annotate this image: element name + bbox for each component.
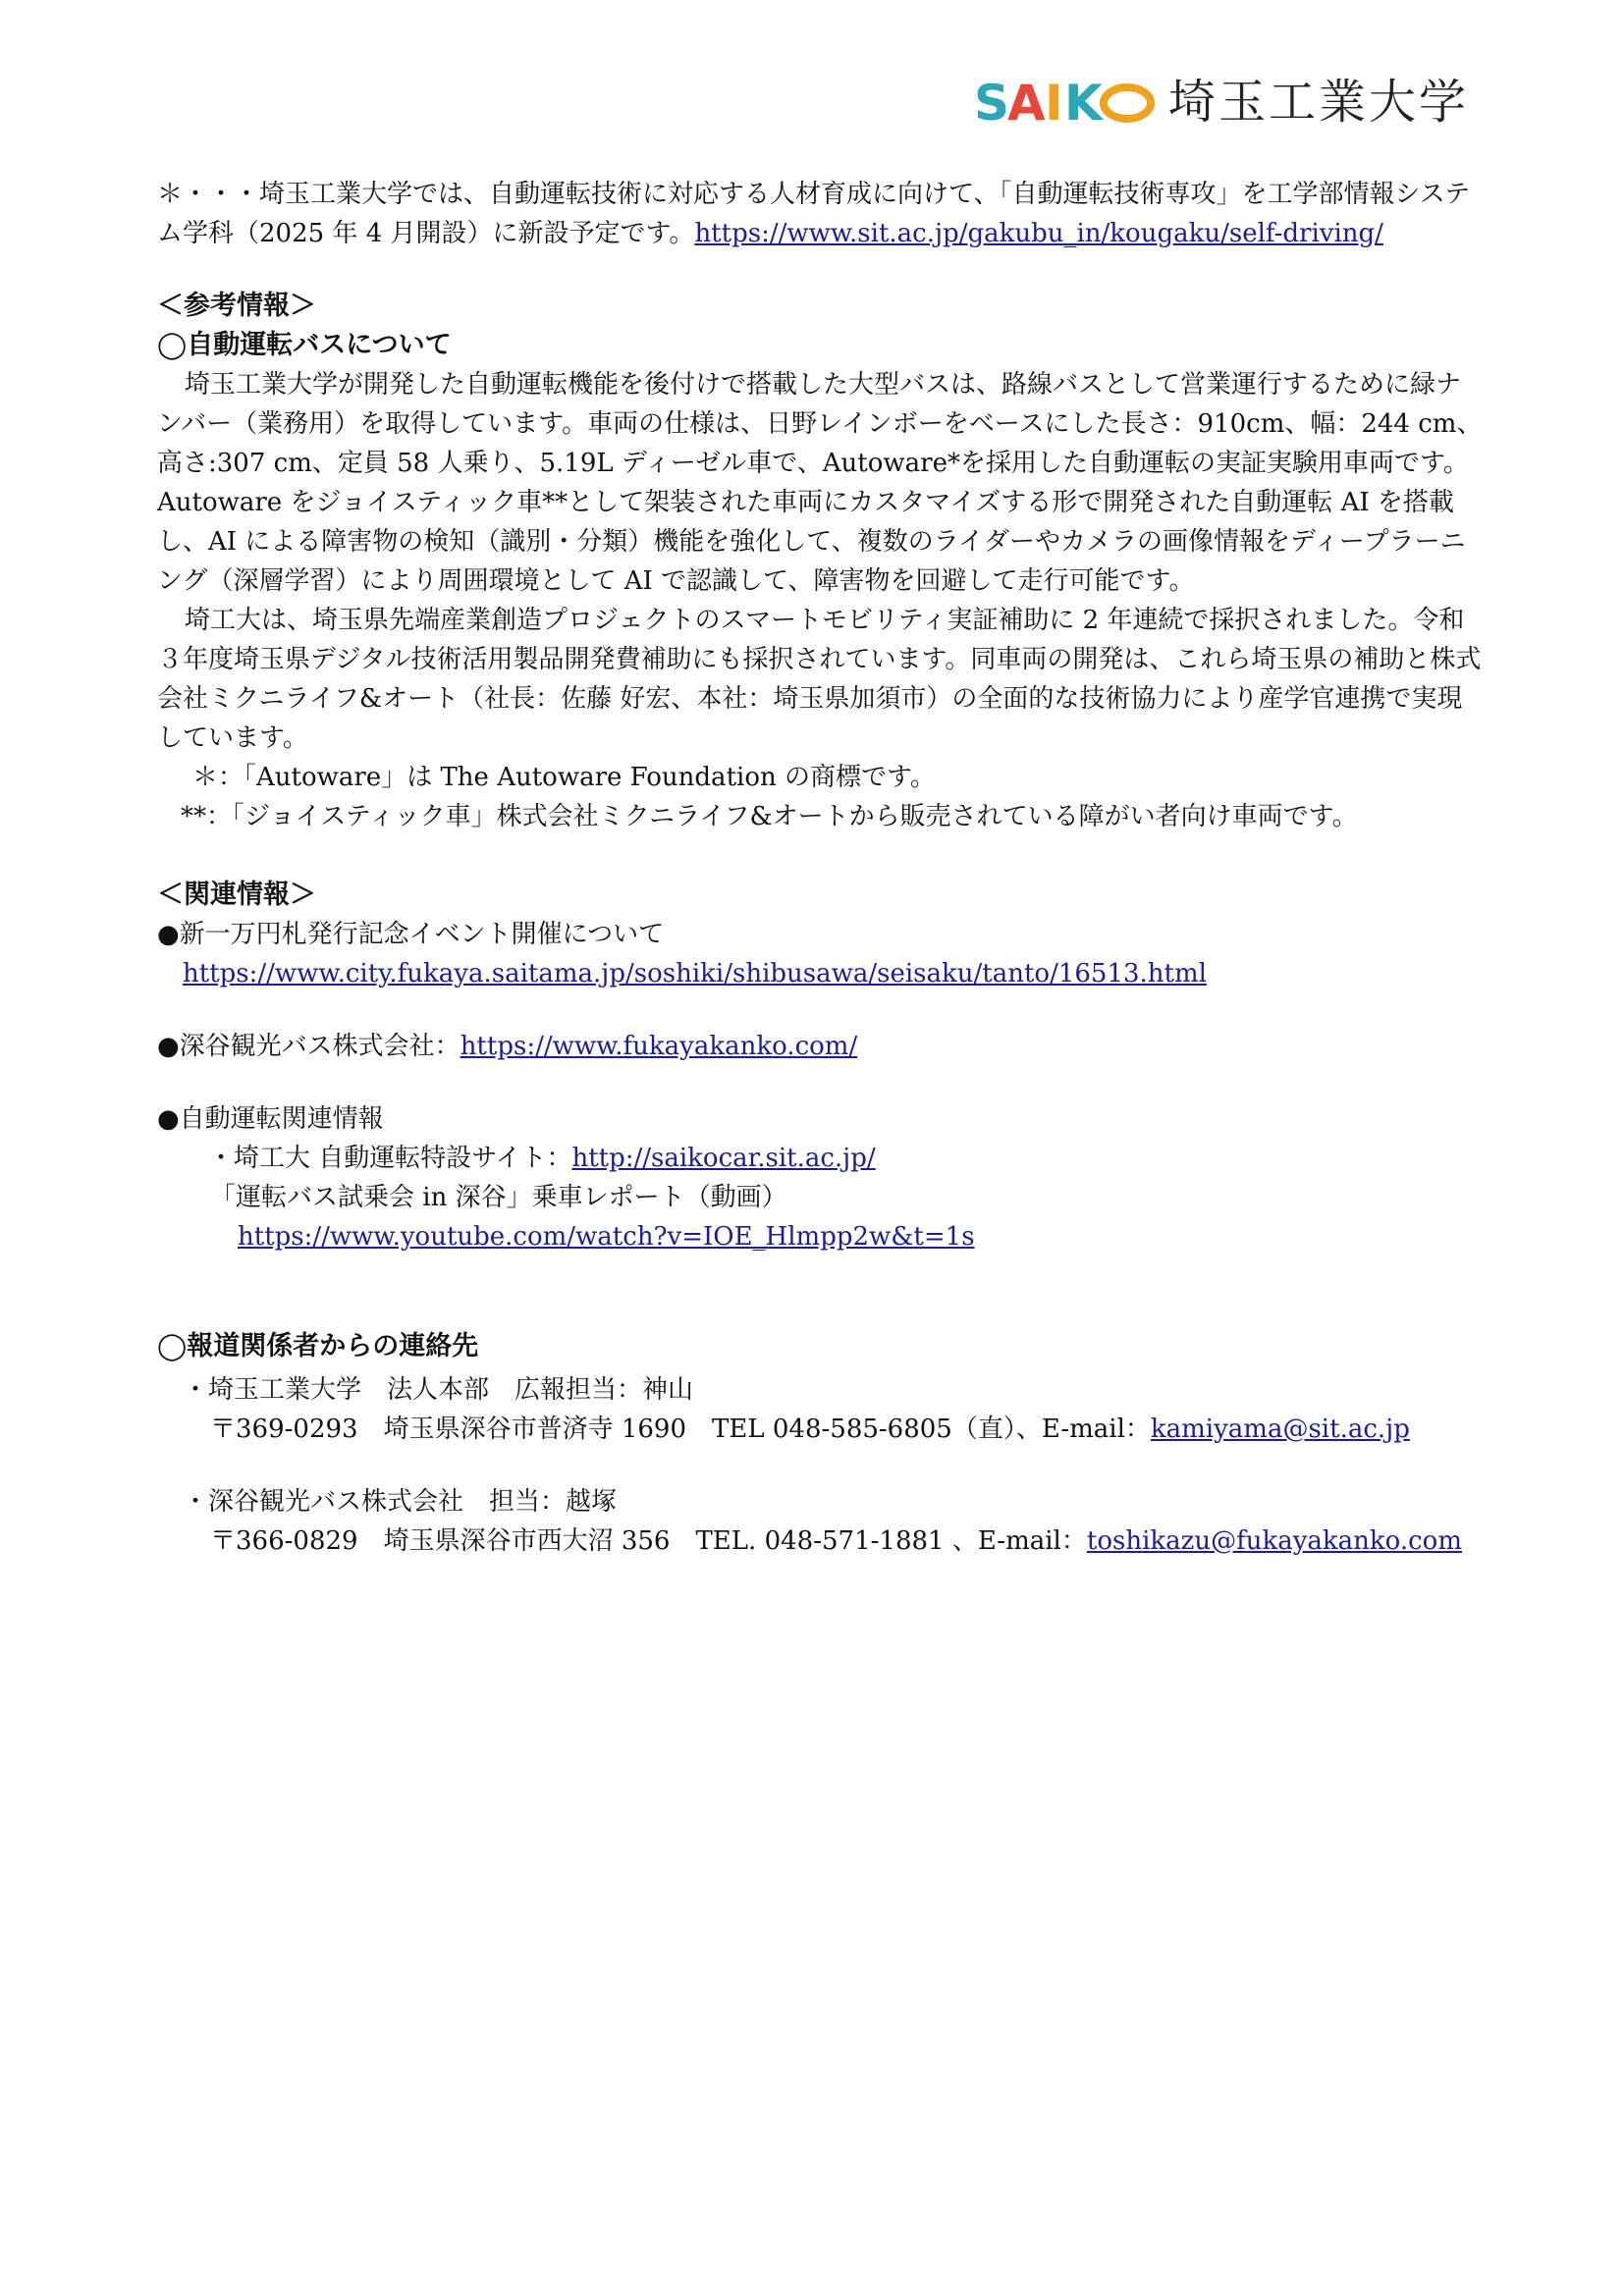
reference-heading: ＜参考情報＞ — [157, 291, 316, 321]
ride-report-label: 「運転バス試乗会 in 深谷」乗車レポート（動画） — [210, 1183, 787, 1212]
autonomous-bus-subheading: ◯自動運転バスについて — [157, 330, 452, 360]
contact-sit-email-link[interactable]: kamiyama@sit.ac.jp — [1150, 1415, 1410, 1444]
press-contact-heading: ◯報道関係者からの連絡先 — [157, 1331, 479, 1362]
new-banknote-event-row — [157, 954, 1485, 993]
university-name: 埼玉工業大学 — [1168, 75, 1470, 130]
bus-spec-paragraph: 埼玉工業大学が開発した自動運転機能を後付けで搭載した大型バスは、路線バスとして営業運行するために緑ナンバー（業務用）を取得しています。車両の仕様は、日野レインボーをベースにした長さ：910cm、幅：244 cm、高さ:307 cm、定員 58 人乗り、5.19L ディーゼル車で、Autoware*を採用した自動運転の実証実験用車両です。Autoware をジョイスティック車**として架装された車両にカスタマイズする形で開発された自動運転 AI を搭載し、AI による障害物の検知（識別・分類）機能を強化して、複数のライダーやカメラの画像情報をディープラーニング（深層学習）により周囲環境として AI で認識して、障害物を回避して走行可能です。 — [157, 370, 1483, 596]
ride-report-video-row — [157, 1217, 1485, 1256]
autoware-trademark-note: ＊：「Autoware」は The Autoware Foundation の商標です。 — [192, 763, 936, 792]
saikocar-site-link[interactable]: http://saikocar.sit.ac.jp/ — [571, 1144, 876, 1173]
joystick-vehicle-note: **：「ジョイスティック車」株式会社ミクニライフ&オートから販売されている障がい者向け車両です。 — [181, 802, 1358, 831]
related-heading: ＜関連情報＞ — [157, 880, 316, 910]
svg-text:S: S — [974, 77, 1010, 128]
contact-fukaya-line2 — [157, 1522, 1485, 1561]
new-banknote-event-link[interactable]: https://www.city.fukaya.saitama.jp/soshiki/shibusawa/seisaku/tanto/16513.html — [183, 959, 1207, 988]
saikocar-site-label: ・埼工大 自動運転特設サイト： — [208, 1144, 572, 1173]
fukaya-kanko-row — [157, 1027, 1485, 1066]
university-logo — [974, 73, 1485, 132]
contact-fukaya-address: 〒366-0829 埼玉県深谷市西大沼 356 TEL. 048-571-1881 、E-mail： — [210, 1526, 1087, 1556]
svg-text:A: A — [1007, 77, 1046, 128]
document-body — [157, 175, 1485, 1561]
bus-development-paragraph: 埼工大は、埼玉県先端産業創造プロジェクトのスマートモビリティ実証補助に 2 年連続で採択されました。令和３年度埼玉県デジタル技術活用製品開発費補助にも採択されています。同車両の開発は、これら埼玉県の補助と株式会社ミクニライフ&オート（社長：佐藤 好宏、本社：埼玉県加須市）の全面的な技術協力により産学官連携で実現しています。 — [157, 606, 1482, 753]
autonomous-info-label: ●自動運転関連情報 — [157, 1104, 384, 1134]
self-driving-course-link[interactable]: https://www.sit.ac.jp/gakubu_in/kougaku/self-driving/ — [694, 219, 1383, 248]
intro-text: ＊・・・埼玉工業大学では、自動運転技術に対応する人材育成に向けて、「自動運転技術専攻」を工学部情報システム学科（2025 年 4 月開設）に新設予定です。 — [157, 180, 1471, 248]
svg-text:K: K — [1064, 77, 1103, 128]
contact-fukaya-email-link[interactable]: toshikazu@fukayakanko.com — [1086, 1526, 1462, 1556]
contact-sit-address: 〒369-0293 埼玉県深谷市普済寺 1690 TEL 048-585-6805（直）、E-mail： — [210, 1415, 1151, 1444]
contact-sit-line2 — [157, 1410, 1485, 1449]
svg-text:I: I — [1045, 77, 1063, 128]
new-banknote-event-label: ●新一万円札発行記念イベント開催について — [157, 920, 665, 949]
saiko-logo-icon — [974, 77, 1155, 128]
contact-fukaya-line1: ・深谷観光バス株式会社 担当：越塚 — [183, 1487, 618, 1517]
saikocar-site-row — [157, 1139, 1485, 1178]
contact-sit-line1: ・埼玉工業大学 法人本部 広報担当：神山 — [183, 1375, 694, 1405]
fukaya-kanko-link[interactable]: https://www.fukayakanko.com/ — [460, 1032, 858, 1061]
ride-report-video-link[interactable]: https://www.youtube.com/watch?v=IOE_Hlmpp2w&t=1s — [238, 1222, 975, 1252]
intro-paragraph — [157, 175, 1485, 253]
fukaya-kanko-label: ●深谷観光バス株式会社： — [157, 1032, 460, 1061]
